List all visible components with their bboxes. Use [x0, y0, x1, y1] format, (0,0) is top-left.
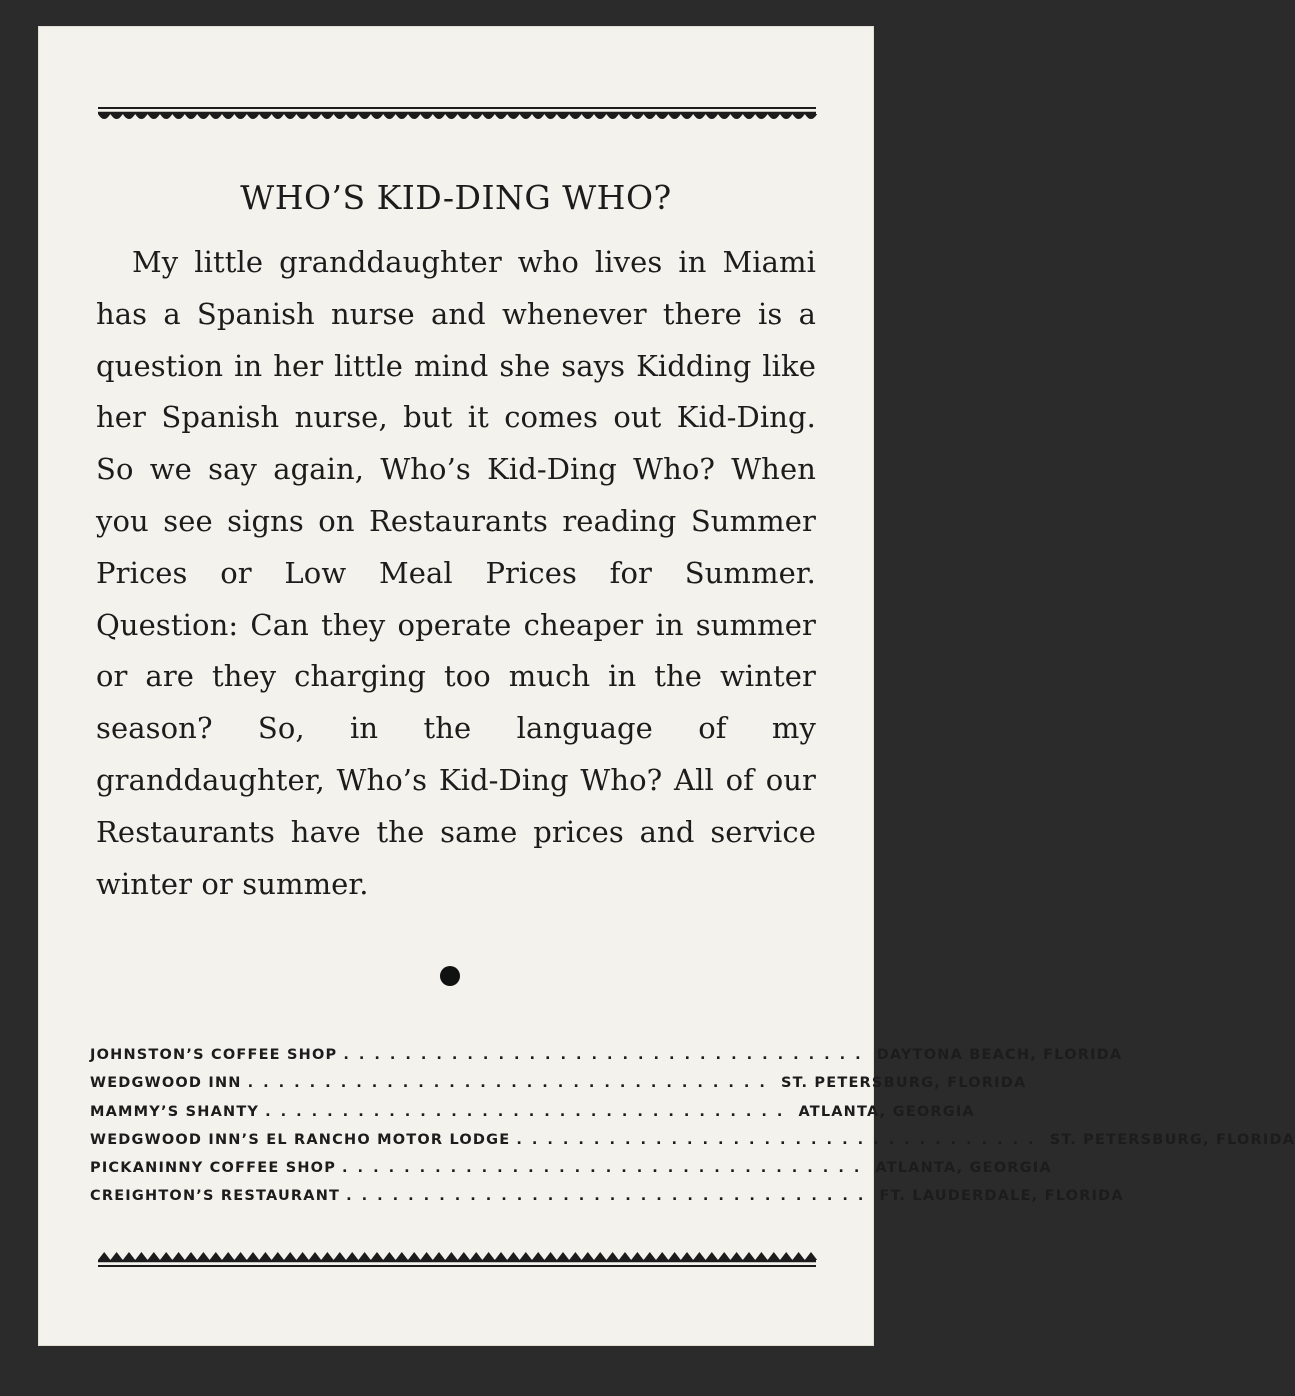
- restaurant-location: ST. PETERSBURG, FLORIDA: [1049, 1131, 1295, 1148]
- dot-leader: ..................................: [343, 1047, 871, 1063]
- restaurant-location: FT. LAUDERDALE, FLORIDA: [879, 1188, 1124, 1205]
- restaurant-name: PICKANINNY COFFEE SHOP: [90, 1160, 337, 1177]
- bullet-dot: [440, 966, 460, 986]
- restaurant-location: DAYTONA BEACH, FLORIDA: [876, 1047, 1123, 1063]
- list-item: [90, 1103, 975, 1132]
- restaurant-location: ATLANTA, GEORGIA: [798, 1103, 975, 1120]
- top-scalloped-border: [98, 106, 816, 128]
- restaurant-name: CREIGHTON’S RESTAURANT: [90, 1188, 341, 1205]
- dot-leader: ..................................: [516, 1131, 1044, 1148]
- bottom-scalloped-border: [98, 1248, 816, 1270]
- dot-leader: ..................................: [342, 1160, 870, 1177]
- restaurant-name: WEDGWOOD INN’S EL RANCHO MOTOR LODGE: [90, 1131, 511, 1148]
- dot-leader: ..................................: [247, 1075, 775, 1092]
- list-item: [90, 1075, 1027, 1103]
- restaurant-name: WEDGWOOD INN: [90, 1075, 242, 1092]
- list-item: [90, 1047, 1123, 1075]
- postcard: [38, 26, 1295, 1346]
- postcard-body-text: My little granddaughter who lives in Miami has a Spanish nurse and whenever there is a question in her little mind she says Kidding like her Spanish nurse, but it comes out Kid-Ding. So we say again, Who’s Kid-Ding Who? When you see signs on Restaurants reading Summer Prices or Low Meal Prices for Summer. Question: Can they operate cheaper in summer or are they charging too much in the winter season? So, in the language of my granddaughter, Who’s Kid-Ding Who? All of our Restaurants have the same prices and service winter or summer.: [96, 245, 816, 901]
- dot-leader: ..................................: [346, 1188, 874, 1205]
- postcard-title: WHO’S KID-DING WHO?: [240, 178, 672, 217]
- dot-leader: ..................................: [265, 1103, 793, 1120]
- restaurant-location: ST. PETERSBURG, FLORIDA: [780, 1075, 1027, 1092]
- restaurant-location: ATLANTA, GEORGIA: [875, 1160, 1052, 1177]
- restaurant-listing: [90, 1047, 1295, 1217]
- list-item: [90, 1131, 1295, 1160]
- list-item: [90, 1160, 1052, 1188]
- restaurant-name: JOHNSTON’S COFFEE SHOP: [90, 1047, 338, 1063]
- list-item: [90, 1188, 1124, 1216]
- restaurant-name: MAMMY’S SHANTY: [90, 1103, 260, 1120]
